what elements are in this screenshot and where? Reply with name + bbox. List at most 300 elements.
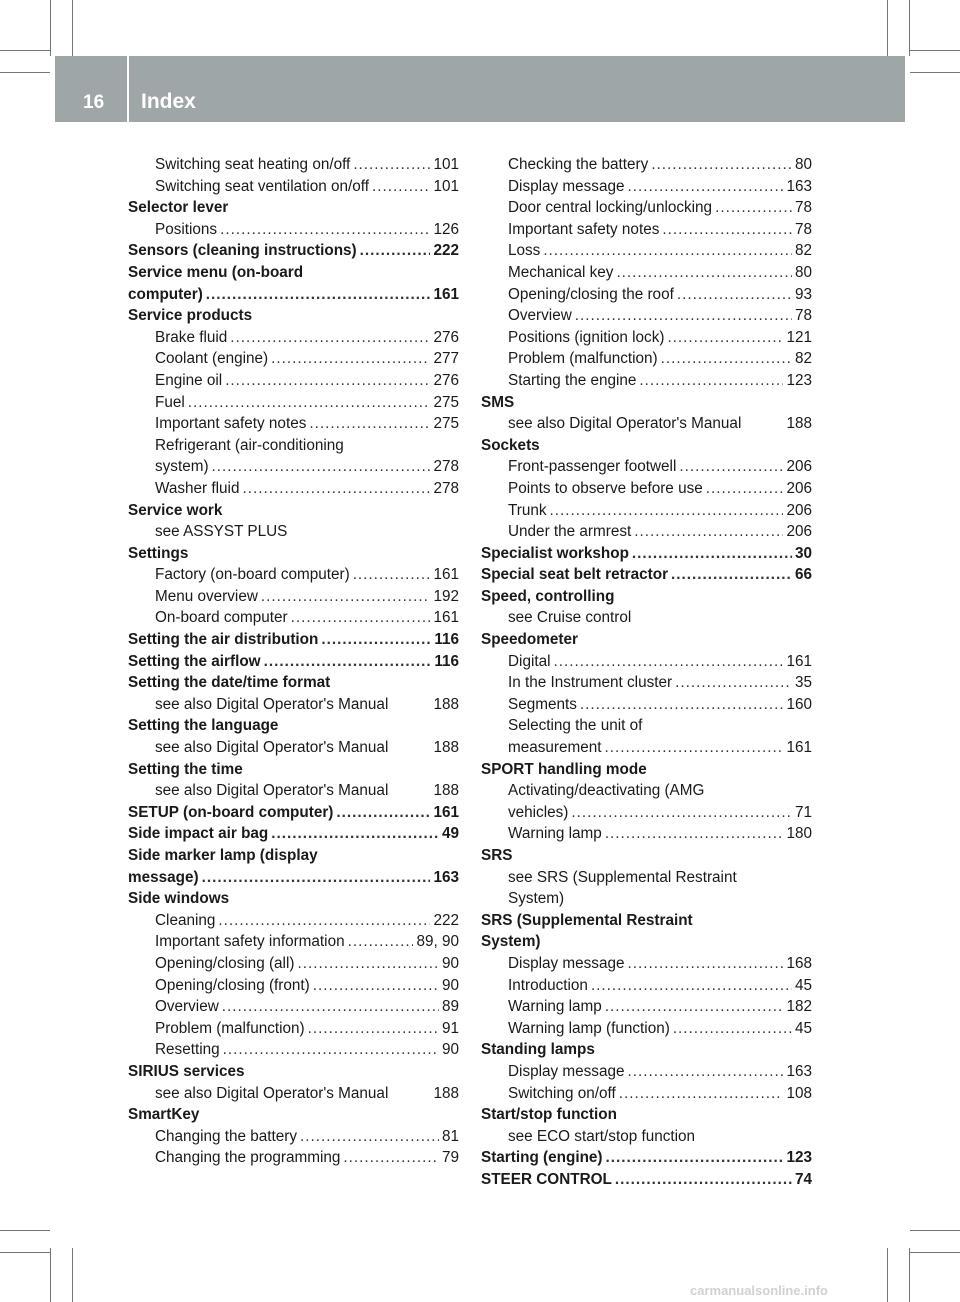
entry-text: see SRS (Supplemental Restraint [508, 868, 737, 886]
entry-text: SMS [481, 393, 515, 411]
entry-text: Setting the language [128, 717, 279, 735]
entry-page: 108 [786, 1084, 812, 1102]
index-entry [481, 737, 812, 759]
entry-text: Switching seat heating on/off [155, 156, 351, 173]
index-entry [128, 910, 459, 932]
index-entry [128, 327, 459, 349]
leader-dots [571, 802, 792, 824]
entry-text: Selecting the unit of [508, 717, 643, 735]
index-entry [128, 219, 459, 241]
entry-text: Special seat belt retractor [481, 566, 669, 584]
index-entry [481, 154, 812, 176]
entry-text: SRS (Supplemental Restraint [481, 911, 693, 929]
leader-dots [202, 867, 431, 889]
crop-mark [0, 50, 50, 51]
entry-text: Settings [128, 544, 189, 562]
index-entry [128, 370, 459, 392]
entry-page: 163 [433, 868, 459, 886]
index-entry [128, 759, 459, 781]
page-number: 16 [83, 92, 105, 113]
entry-page: 276 [433, 371, 459, 389]
index-entry [128, 823, 459, 845]
leader-dots [667, 327, 783, 349]
leader-dots [309, 413, 430, 435]
index-entry [481, 759, 812, 781]
leader-dots [300, 1126, 439, 1148]
entry-text: Setting the date/time format [128, 674, 331, 692]
entry-text: Warning lamp [508, 825, 602, 843]
entry-text: Warning lamp (function) [508, 1019, 670, 1037]
entry-page: 161 [786, 739, 812, 757]
leader-dots [230, 327, 430, 349]
index-entry [481, 543, 812, 565]
entry-text: SRS [481, 847, 513, 864]
index-entry [481, 564, 812, 586]
entry-text: see ASSYST PLUS [155, 523, 288, 541]
index-entry [128, 1039, 459, 1061]
entry-page: 89 [441, 998, 459, 1016]
entry-page: 35 [794, 674, 812, 692]
leader-dots [313, 975, 439, 997]
entry-page: 89, 90 [416, 933, 459, 951]
entry-text: Service menu (on-board [128, 263, 304, 281]
index-entry [481, 176, 812, 198]
entry-page: 66 [794, 566, 812, 584]
index-entry [481, 975, 812, 997]
leader-dots [671, 564, 792, 586]
index-entry [128, 500, 459, 522]
entry-page: 123 [786, 371, 812, 389]
watermark: carmanualsonline.info [690, 1283, 828, 1298]
index-entry [481, 478, 812, 500]
entry-text: see also Digital Operator's Manual [155, 695, 389, 713]
entry-page: 275 [433, 393, 459, 411]
leader-dots [360, 240, 431, 262]
crop-mark [50, 1248, 51, 1302]
entry-text: see ECO start/stop function [508, 1127, 696, 1145]
index-column-left [128, 154, 459, 1169]
index-entry [128, 1126, 459, 1148]
entry-text: Problem (malfunction) [508, 350, 658, 368]
leader-dots [615, 1169, 792, 1191]
entry-text: Service work [128, 501, 223, 519]
index-entry [128, 456, 459, 478]
leader-dots [271, 348, 430, 370]
index-entry [481, 348, 812, 370]
entry-page: 90 [441, 954, 459, 972]
index-entry [481, 715, 812, 737]
entry-page: 74 [794, 1170, 812, 1188]
entry-text: Starting the engine [508, 371, 637, 389]
entry-text: Side marker lamp (display [128, 847, 318, 864]
index-entry [128, 435, 459, 457]
leader-dots [321, 629, 431, 651]
leader-dots [264, 651, 432, 673]
entry-page: 168 [786, 954, 812, 972]
index-entry [128, 845, 459, 867]
entry-text: Side windows [128, 890, 230, 908]
entry-page: 182 [786, 998, 812, 1016]
leader-dots [651, 154, 792, 176]
entry-text: Checking the battery [508, 156, 649, 173]
entry-text: Engine oil [155, 371, 223, 389]
leader-dots [715, 197, 792, 219]
entry-text: Problem (malfunction) [155, 1019, 305, 1037]
index-entry [481, 780, 812, 802]
index-entry [481, 262, 812, 284]
entry-text: Display message [508, 1062, 625, 1080]
index-entry [128, 586, 459, 608]
index-entry [481, 327, 812, 349]
entry-text: Activating/deactivating (AMG [508, 782, 705, 800]
index-entry [128, 996, 459, 1018]
entry-text: Important safety notes [155, 415, 307, 433]
entry-text: Positions [155, 220, 218, 238]
entry-text: Setting the airflow [128, 652, 261, 670]
crop-mark [910, 1230, 960, 1231]
entry-text: see Cruise control [508, 609, 632, 627]
leader-dots [206, 284, 431, 306]
index-entry [128, 1083, 459, 1105]
entry-text: Setting the air distribution [128, 631, 319, 649]
entry-page: 161 [433, 803, 459, 821]
index-entry [128, 1018, 459, 1040]
entry-page: 80 [794, 156, 812, 173]
index-entry [481, 1104, 812, 1126]
entry-text: STEER CONTROL [481, 1170, 612, 1188]
leader-dots [627, 1061, 783, 1083]
entry-page: 49 [441, 825, 459, 843]
index-entry [481, 413, 812, 435]
index-entry [128, 607, 459, 629]
entry-page: 30 [794, 544, 812, 562]
leader-dots [348, 931, 414, 953]
entry-page: 71 [794, 803, 812, 821]
entry-page: 79 [441, 1149, 459, 1167]
index-entry [481, 931, 812, 953]
entry-text: Digital [508, 652, 551, 670]
leader-dots [639, 370, 783, 392]
leader-dots [353, 564, 431, 586]
index-entry [128, 305, 459, 327]
entry-text: Service products [128, 307, 253, 325]
entry-page: 206 [786, 523, 812, 541]
leader-dots [673, 1018, 792, 1040]
entry-text: Under the armrest [508, 523, 632, 541]
index-entry [128, 737, 459, 759]
index-entry [481, 392, 812, 414]
index-entry [128, 543, 459, 565]
index-entry [481, 1147, 812, 1169]
entry-page: 101 [433, 177, 459, 195]
entry-text: Changing the programming [155, 1149, 341, 1167]
entry-text: see also Digital Operator's Manual [155, 782, 389, 800]
entry-text: On-board computer [155, 609, 288, 627]
index-entry [481, 521, 812, 543]
entry-page: 78 [794, 220, 812, 238]
leader-dots [336, 802, 430, 824]
leader-dots [550, 500, 784, 522]
entry-text: Segments [508, 695, 577, 713]
entry-text: message) [128, 868, 199, 886]
index-entry [481, 1083, 812, 1105]
leader-dots [627, 176, 783, 198]
entry-page: 206 [786, 479, 812, 497]
entry-text: measurement [508, 739, 602, 757]
entry-text: Fuel [155, 393, 185, 411]
entry-text: Setting the time [128, 760, 243, 778]
index-entry [481, 802, 812, 824]
entry-text: Brake fluid [155, 328, 228, 346]
entry-page: 78 [794, 307, 812, 325]
entry-text: Resetting [155, 1041, 220, 1059]
index-entry [128, 975, 459, 997]
crop-mark [910, 50, 960, 51]
entry-page: 91 [441, 1019, 459, 1037]
crop-mark [887, 1248, 888, 1302]
entry-page: 82 [794, 242, 812, 260]
entry-text: Opening/closing the roof [508, 285, 674, 303]
entry-text: Sensors (cleaning instructions) [128, 242, 357, 260]
index-entry [128, 694, 459, 716]
crop-mark [50, 0, 51, 56]
leader-dots [218, 910, 430, 932]
leader-dots [271, 823, 439, 845]
entry-page: 123 [786, 1149, 812, 1167]
crop-mark [910, 1252, 960, 1253]
index-entry [481, 823, 812, 845]
entry-page: 90 [441, 1041, 459, 1059]
entry-page: 161 [433, 285, 459, 303]
index-entry [481, 1061, 812, 1083]
crop-mark [909, 0, 910, 56]
index-entry [128, 392, 459, 414]
section-title: Index [141, 90, 196, 113]
index-entry [128, 931, 459, 953]
entry-text: Standing lamps [481, 1041, 595, 1059]
entry-text: Selector lever [128, 199, 229, 217]
entry-page: 81 [441, 1127, 459, 1145]
leader-dots [308, 1018, 439, 1040]
entry-text: vehicles) [508, 803, 569, 821]
entry-text: Display message [508, 177, 625, 195]
entry-text: Opening/closing (front) [155, 976, 310, 994]
leader-dots [225, 370, 430, 392]
entry-text: Speedometer [481, 631, 578, 649]
entry-page: 45 [794, 976, 812, 994]
leader-dots [675, 672, 792, 694]
crop-mark [887, 0, 888, 56]
index-entry [128, 953, 459, 975]
entry-text: Positions (ignition lock) [508, 328, 665, 346]
index-entry [481, 240, 812, 262]
index-entry [128, 284, 459, 306]
entry-page: 126 [433, 220, 459, 238]
index-entry [481, 586, 812, 608]
entry-text: SIRIUS services [128, 1062, 245, 1080]
entry-text: Specialist workshop [481, 544, 629, 562]
leader-dots [632, 543, 792, 565]
index-entry [481, 197, 812, 219]
leader-dots [543, 240, 792, 262]
index-entry [481, 219, 812, 241]
entry-text: System) [508, 890, 565, 908]
index-entry [128, 348, 459, 370]
entry-page: 161 [433, 566, 459, 584]
entry-page: 180 [786, 825, 812, 843]
entry-page: 161 [433, 609, 459, 627]
entry-page: 116 [434, 631, 459, 649]
index-entry [481, 500, 812, 522]
entry-text: SETUP (on-board computer) [128, 803, 334, 821]
index-entry [128, 867, 459, 889]
crop-mark [0, 1230, 50, 1231]
entry-text: SPORT handling mode [481, 760, 647, 778]
entry-page: 82 [794, 350, 812, 368]
index-entry [128, 240, 459, 262]
entry-text: Cleaning [155, 911, 216, 929]
index-entry [128, 1147, 459, 1169]
leader-dots [372, 176, 430, 198]
entry-text: Washer fluid [155, 479, 240, 497]
entry-text: Door central locking/unlocking [508, 199, 713, 217]
index-entry [128, 154, 459, 176]
entry-text: Important safety notes [508, 220, 660, 238]
entry-text: Start/stop function [481, 1106, 617, 1124]
entry-text: Switching seat ventilation on/off [155, 177, 370, 195]
entry-text: Side impact air bag [128, 825, 269, 843]
index-entry [481, 867, 812, 889]
entry-text: SmartKey [128, 1106, 200, 1124]
index-entry [481, 953, 812, 975]
leader-dots [662, 219, 792, 241]
entry-page: 93 [794, 285, 812, 303]
index-entry [481, 1169, 812, 1191]
index-entry [481, 996, 812, 1018]
entry-page: 161 [786, 652, 812, 670]
entry-text: Sockets [481, 436, 540, 454]
entry-page: 45 [794, 1019, 812, 1037]
entry-page: 188 [433, 1084, 459, 1102]
index-entry [128, 1061, 459, 1083]
entry-text: Overview [155, 998, 219, 1016]
entry-text: Speed, controlling [481, 587, 615, 605]
index-entry [128, 672, 459, 694]
entry-text: Warning lamp [508, 998, 602, 1016]
crop-mark [72, 1248, 73, 1302]
index-entry [128, 802, 459, 824]
leader-dots [261, 586, 431, 608]
index-entry [481, 651, 812, 673]
index-entry [481, 1126, 812, 1148]
entry-page: 163 [786, 1062, 812, 1080]
entry-page: 163 [786, 177, 812, 195]
index-entry [128, 1104, 459, 1126]
leader-dots [343, 1147, 439, 1169]
leader-dots [580, 694, 784, 716]
index-entry [128, 564, 459, 586]
leader-dots [212, 456, 431, 478]
leader-dots [554, 651, 784, 673]
leader-dots [661, 348, 792, 370]
entry-page: 101 [433, 156, 459, 173]
entry-page: 278 [433, 458, 459, 476]
index-entry [128, 478, 459, 500]
entry-text: Important safety information [155, 933, 345, 951]
entry-text: Menu overview [155, 587, 258, 605]
leader-dots [188, 392, 431, 414]
leader-dots [591, 975, 792, 997]
index-entry [128, 780, 459, 802]
leader-dots [575, 305, 792, 327]
index-entry [481, 845, 812, 867]
entry-page: 206 [786, 501, 812, 519]
index-entry [128, 197, 459, 219]
index-entry [128, 262, 459, 284]
index-entry [481, 1018, 812, 1040]
entry-page: 275 [433, 415, 459, 433]
entry-text: Changing the battery [155, 1127, 298, 1145]
entry-page: 116 [434, 652, 459, 670]
entry-text: Starting (engine) [481, 1149, 603, 1167]
crop-mark [0, 72, 50, 73]
entry-text: computer) [128, 285, 203, 303]
index-entry [481, 607, 812, 629]
index-entry [128, 888, 459, 910]
entry-page: 192 [433, 587, 459, 605]
index-entry [128, 521, 459, 543]
index-column-right [481, 154, 812, 1191]
entry-text: Loss [508, 242, 541, 260]
entry-page: 277 [433, 350, 459, 368]
entry-page: 222 [433, 242, 459, 260]
leader-dots [616, 262, 792, 284]
leader-dots [242, 478, 430, 500]
index-entry [128, 715, 459, 737]
leader-dots [605, 996, 784, 1018]
index-entry [481, 284, 812, 306]
leader-dots [297, 953, 439, 975]
index-entry [128, 176, 459, 198]
entry-page: 188 [433, 695, 459, 713]
leader-dots [223, 1039, 439, 1061]
leader-dots [291, 607, 431, 629]
leader-dots [606, 1147, 784, 1169]
entry-text: Display message [508, 954, 625, 972]
entry-text: System) [481, 933, 541, 951]
crop-mark [909, 1248, 910, 1302]
entry-text: see also Digital Operator's Manual [155, 1084, 389, 1102]
entry-text: In the Instrument cluster [508, 674, 673, 692]
index-entry [481, 629, 812, 651]
entry-text: see also Digital Operator's Manual [155, 739, 389, 757]
leader-dots [679, 456, 783, 478]
entry-page: 80 [794, 263, 812, 281]
leader-dots [220, 219, 430, 241]
entry-page: 222 [433, 911, 459, 929]
entry-page: 188 [433, 782, 459, 800]
leader-dots [605, 737, 784, 759]
entry-text: Trunk [508, 501, 547, 519]
entry-text: system) [155, 458, 209, 476]
index-entry [128, 651, 459, 673]
entry-text: Introduction [508, 976, 588, 994]
entry-text: Coolant (engine) [155, 350, 269, 368]
entry-page: 78 [794, 199, 812, 217]
leader-dots [605, 823, 784, 845]
leader-dots [353, 154, 430, 176]
leader-dots [706, 478, 784, 500]
